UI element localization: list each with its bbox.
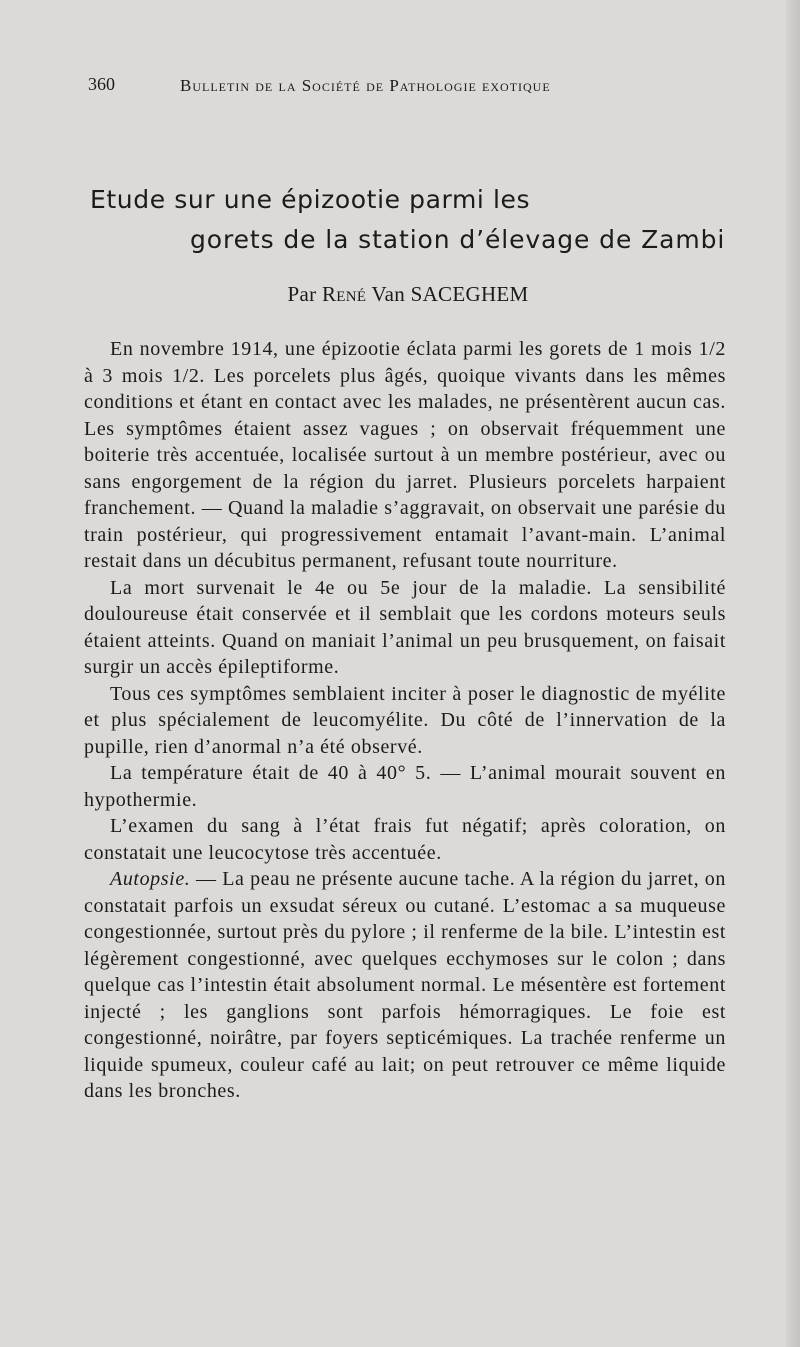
page-number: 360 [88, 74, 115, 94]
journal-title: Bulletin de la Société de Pathologie exotique [180, 76, 551, 95]
byline-prefix: Par [287, 282, 317, 306]
byline [90, 282, 726, 307]
running-head [88, 74, 648, 104]
paragraph: Tous ces symptômes semblaient inciter à poser le diagnostic de myélite et plus spécialement de leucomyélite. Du côté de l’innervation de la pupille, rien d’anormal n’a été observé. [84, 682, 726, 758]
author-first-name: René [321, 282, 367, 306]
article-title-line-1: Etude sur une épizootie parmi les [90, 185, 531, 214]
autopsy-paragraph [84, 866, 726, 1105]
paragraph: La mort survenait le 4e ou 5e jour de la maladie. La sensibilité douloureuse était conservée et il semblait que les cordons moteurs seuls étaient atteints. Quand on maniait l’animal un peu brusquement, on faisait surgir un accès épileptiforme. [84, 576, 726, 678]
paragraph: En novembre 1914, une épizootie éclata parmi les gorets de 1 mois 1/2 à 3 mois 1/2. Les porcelets plus âgés, quoique vivants dans les mêmes conditions et étant en contact avec les malades, ne présentèrent aucun cas. Les symptômes étaient assez vagues ; on observait fréquemment une boiterie très accentuée, localisée surtout à un membre postérieur, avec ou sans engorgement de la région du jarret. Plusieurs porcelets harpaient franchement. — Quand la maladie s’aggravait, on observait une parésie du train postérieur, qui progressivement entamait l’avant-main. L’animal restait dans un décubitus permanent, refusant toute nourriture. [84, 338, 726, 572]
paragraph: La température était de 40 à 40° 5. — L’animal mourait souvent en hypothermie. [84, 762, 726, 811]
autopsy-text: — La peau ne présente aucune tache. A la région du jarret, on constatait parfois un exsudat séreux ou cutané. L’estomac a sa muqueuse congestionnée, surtout près du pylore ; il renferme de la bile. L’intestin est légèrement congestionné, avec quelques ecchymoses sur le colon ; dans quelque cas l’intestin était absolument normal. Le mésentère est fortement injecté ; les ganglions sont parfois hémorragiques. Le foie est congestionné, noirâtre, par foyers septicémiques. La trachée renferme un liquide spumeux, couleur café au lait; on peut retrouver ce même liquide dans les bronches. [84, 868, 726, 1102]
paragraph: L’examen du sang à l’état frais fut négatif; après coloration, on constatait une leucocytose très accentuée. [84, 815, 726, 864]
autopsy-label: Autopsie. [110, 868, 191, 890]
article-title [90, 180, 740, 260]
article-body [84, 336, 726, 1105]
article-title-line-2: gorets de la station d’élevage de Zambi [190, 225, 726, 254]
author-last-name: Van SACEGHEM [371, 282, 529, 306]
